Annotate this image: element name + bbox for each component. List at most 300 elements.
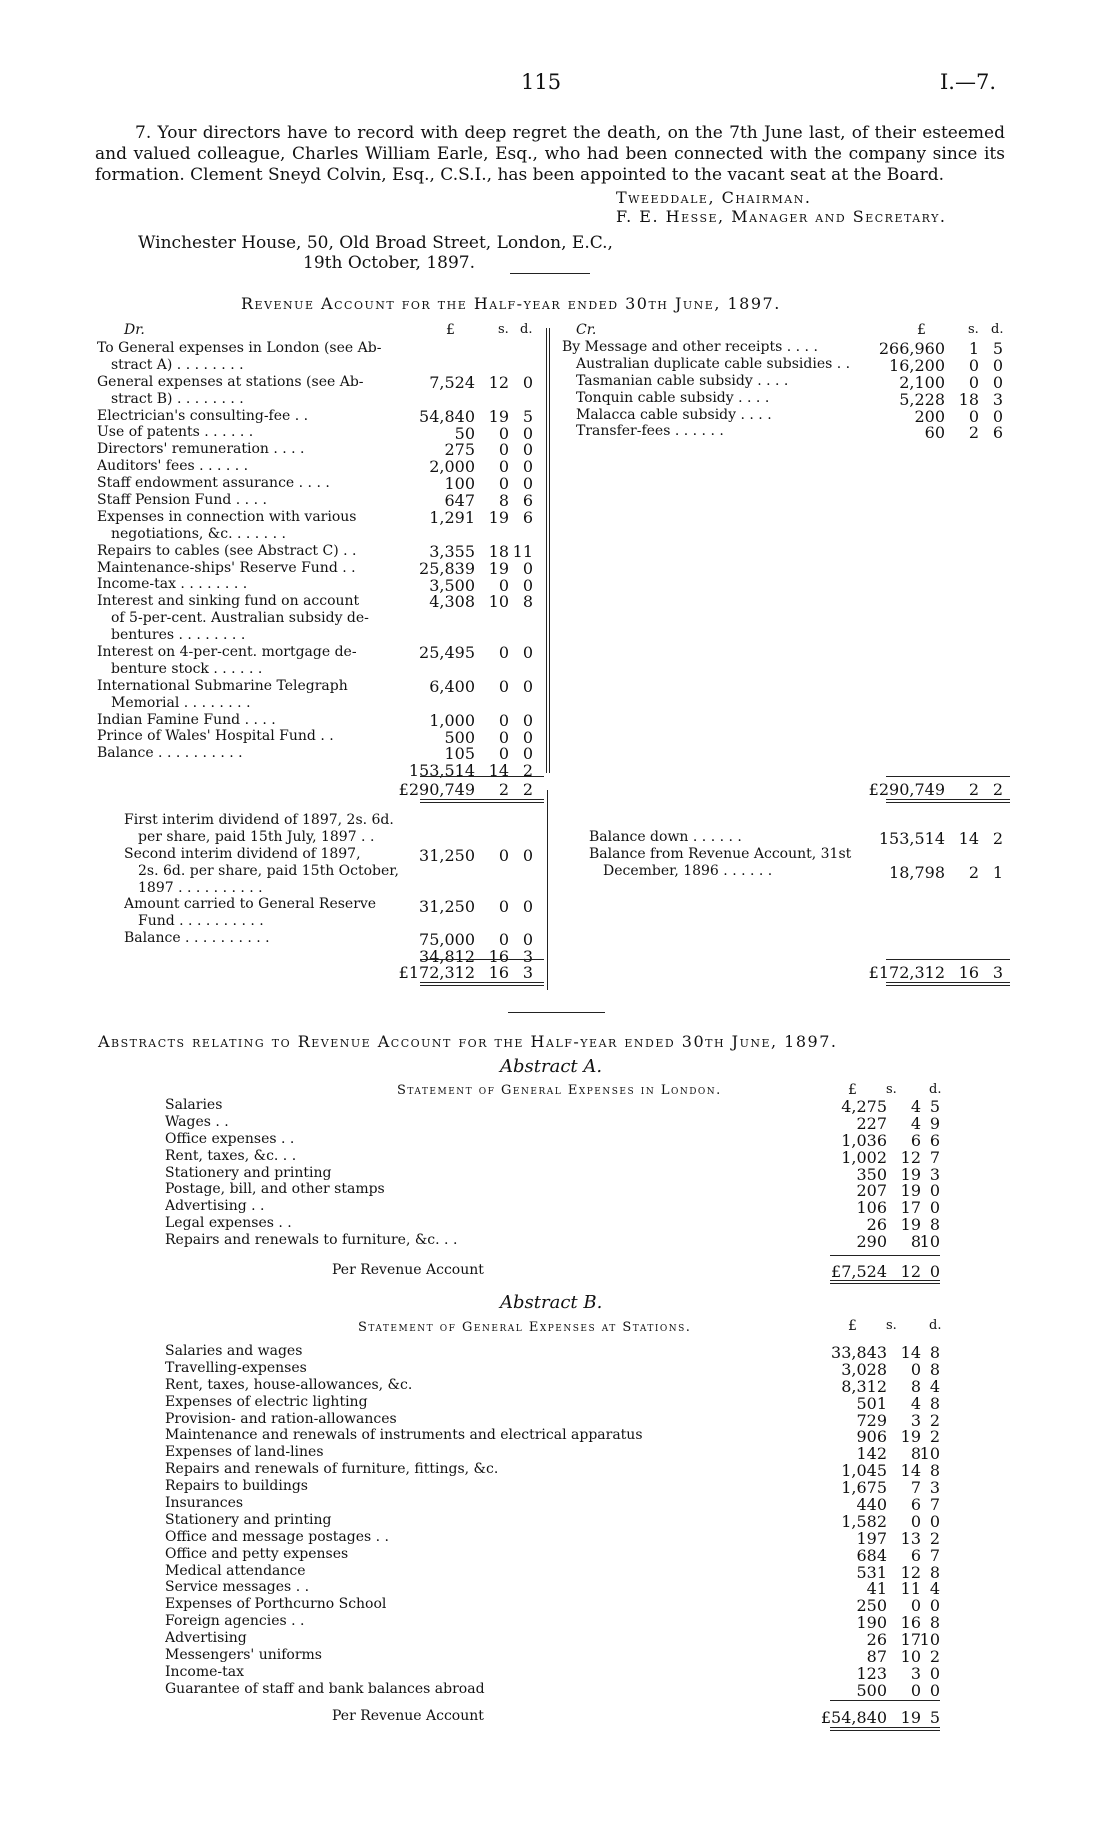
amount-shillings: 17	[900, 1198, 921, 1218]
amount-pounds: 5,228	[899, 389, 945, 409]
amount-shillings: 0	[968, 355, 979, 375]
amount-pence: 6	[522, 491, 533, 511]
amount-pounds: 684	[856, 1545, 887, 1565]
amount-pence: 6	[522, 508, 533, 528]
debit-line: of 5-per-cent. Australian subsidy de-	[111, 610, 369, 627]
amount-shillings: 18	[488, 541, 509, 561]
amount-pounds: 1,045	[841, 1461, 887, 1481]
amount-pence: 3	[929, 1164, 940, 1184]
amount-pounds: 4,308	[429, 592, 475, 612]
debit-total-2: £172,312 16 3	[398, 963, 533, 982]
abstract-a-line: Salaries	[165, 1097, 223, 1113]
amount-shillings: 0	[498, 423, 509, 443]
abstract-a-line: Rent, taxes, &c. . .	[165, 1147, 297, 1164]
debit-line: stract B) . . . . . . . .	[111, 390, 244, 407]
debit-line: Use of patents . . . . . .	[97, 424, 254, 441]
debit-line: Memorial . . . . . . . .	[111, 694, 251, 711]
amount-pence: 0	[522, 440, 533, 460]
credit-amount-row	[870, 390, 1015, 407]
cr-d-header: d.	[991, 322, 1004, 337]
amount-shillings: 19	[900, 1427, 921, 1447]
amount-shillings: 12	[900, 1562, 921, 1582]
debit-amount-row	[400, 373, 545, 390]
debit2-amount-row	[400, 913, 545, 930]
amount-pence: 0	[522, 676, 533, 696]
amount-shillings: 0	[910, 1359, 921, 1379]
abstract-b-line: Income-tax	[165, 1663, 244, 1680]
amount-pounds: 190	[856, 1613, 887, 1633]
amount-pounds: 153,514	[408, 761, 475, 781]
amount-shillings: 11	[900, 1579, 921, 1599]
debit-amount-row	[400, 592, 545, 612]
amount-pence: 0	[522, 896, 533, 916]
credit-amounts	[870, 339, 1015, 443]
amount-shillings: 0	[498, 845, 509, 865]
amount-pounds: 7,524	[429, 372, 475, 392]
abstract-b-total: £54,840 19 5	[820, 1708, 940, 1727]
amount-pence: 0	[929, 1181, 940, 1201]
abstract-b-line: Expenses of land-lines	[165, 1444, 324, 1461]
abstract-a-line: Postage, bill, and other stamps	[165, 1181, 385, 1198]
debit-line: Directors' remuneration . . . .	[97, 441, 305, 458]
amount-pence: 0	[522, 710, 533, 730]
amount-pounds: 31,250	[419, 896, 475, 916]
amount-pounds: 8,312	[841, 1376, 887, 1396]
debit-line: General expenses at stations (see Ab-	[97, 373, 364, 390]
debit2-line: Second interim dividend of 1897,	[124, 845, 361, 862]
amount-shillings: 19	[488, 508, 509, 528]
amount-shillings: 0	[910, 1596, 921, 1616]
debit-line: stract A) . . . . . . . .	[111, 356, 244, 373]
debit2-amount-row	[400, 846, 545, 863]
manager-signature: F. E. Hesse, Manager and Secretary.	[616, 207, 947, 226]
abstract-b-s-header: s.	[886, 1318, 897, 1333]
abstract-a-amount-row	[800, 1215, 950, 1235]
amount-pounds: 3,355	[429, 541, 475, 561]
debit-amount-row	[400, 609, 545, 626]
amount-shillings: 18	[958, 389, 979, 409]
abstract-b-line: Medical attendance	[165, 1562, 306, 1579]
amount-pounds: 60	[924, 423, 945, 443]
amount-shillings: 8	[910, 1232, 921, 1252]
amount-pence: 8	[522, 592, 533, 612]
amount-pounds: 16,200	[889, 355, 945, 375]
abstract-b-line: Guarantee of staff and bank balances abroad	[165, 1680, 485, 1697]
abstract-a-line: Wages . .	[165, 1113, 229, 1130]
amount-shillings: 0	[498, 474, 509, 494]
abstract-b-amount-row	[800, 1478, 950, 1498]
debit2-line: 2s. 6d. per share, paid 15th October,	[138, 862, 399, 879]
amount-shillings: 0	[498, 744, 509, 764]
amount-pence: 10	[919, 1630, 940, 1650]
credit-total-2: £172,312 16 3	[868, 963, 1003, 982]
debit-line: Income-tax . . . . . . . .	[97, 576, 248, 593]
amount-pounds: 200	[914, 406, 945, 426]
abstract-b-amount-row	[800, 1681, 950, 1698]
abstract-a-title: Abstract A.	[500, 1056, 603, 1077]
amount-pounds: 4,275	[841, 1097, 887, 1116]
debit-amount-row	[400, 525, 545, 542]
revenue-account-title: Revenue Account for the Half-year ended 30th June, 1897.	[241, 294, 781, 313]
amount-shillings: 3	[910, 1663, 921, 1683]
abstract-b-line: Repairs to buildings	[165, 1478, 308, 1495]
cr-pound-header: £	[917, 322, 926, 338]
amount-pounds: 18,798	[889, 862, 945, 882]
amount-shillings: 8	[910, 1376, 921, 1396]
chairman-signature: Tweeddale, Chairman.	[616, 188, 812, 207]
abstract-a-line: Advertising . .	[165, 1198, 265, 1215]
abstract-a-amount-row	[800, 1181, 950, 1201]
amount-pounds: 1,291	[429, 508, 475, 528]
debit2-amount-row	[400, 829, 545, 846]
debit2-amount-row	[400, 863, 545, 880]
amount-pence: 11	[512, 541, 533, 561]
abstract-b-amount-row	[800, 1343, 950, 1360]
abstract-b-amount-row	[800, 1495, 950, 1515]
debit-amount-row	[400, 711, 545, 728]
amount-shillings: 19	[488, 558, 509, 578]
debit-total-1: £290,749 2 2	[398, 780, 533, 799]
amount-shillings: 19	[900, 1181, 921, 1201]
abstract-b-amount-row	[800, 1529, 950, 1546]
amount-pence: 5	[929, 1097, 940, 1116]
amount-shillings: 12	[488, 372, 509, 392]
debit2-line: Fund . . . . . . . . . .	[138, 913, 264, 930]
amount-pounds: 106	[856, 1198, 887, 1218]
amount-pence: 7	[929, 1545, 940, 1565]
amount-pence: 3	[929, 1478, 940, 1498]
debit-amount-row	[400, 424, 545, 441]
amount-pence: 8	[929, 1613, 940, 1633]
amount-pence: 8	[929, 1393, 940, 1413]
amount-pounds: 25,839	[419, 558, 475, 578]
abstract-b-line: Insurances	[165, 1495, 244, 1512]
amount-pounds: 31,250	[419, 845, 475, 865]
abstract-a-line: Repairs and renewals to furniture, &c. . .	[165, 1232, 458, 1249]
amount-pounds: 6,400	[429, 676, 475, 696]
dr-s-header: s.	[498, 322, 509, 337]
abstract-a-amount-row	[800, 1198, 950, 1218]
amount-pounds: 105	[444, 744, 475, 764]
debit-line: Balance . . . . . . . . . .	[97, 745, 243, 762]
amount-pounds: 501	[856, 1393, 887, 1413]
amount-pence: 0	[929, 1663, 940, 1683]
amount-pence: 0	[522, 558, 533, 578]
amount-shillings: 17	[900, 1630, 921, 1650]
amount-pounds: 75,000	[419, 930, 475, 950]
amount-shillings: 0	[910, 1511, 921, 1531]
amount-shillings: 10	[488, 592, 509, 612]
credit2-line: Balance from Revenue Account, 31st	[589, 845, 852, 862]
dr-d-header: d.	[520, 322, 533, 337]
amount-pounds: 41	[866, 1579, 887, 1599]
amount-pounds: 3,500	[429, 575, 475, 595]
debit2-amounts	[400, 829, 545, 967]
debit-amount-row	[400, 542, 545, 559]
amount-pence: 2	[929, 1427, 940, 1447]
amount-shillings: 0	[498, 710, 509, 730]
abstract-b-line: Service messages . .	[165, 1579, 310, 1596]
amount-pounds: 54,840	[419, 406, 475, 426]
amount-shillings: 0	[498, 896, 509, 916]
amount-pounds: 531	[856, 1562, 887, 1582]
amount-pounds: 34,812	[419, 947, 475, 967]
amount-pounds: 2,100	[899, 372, 945, 392]
abstract-a-line: Stationery and printing	[165, 1164, 332, 1181]
amount-pounds: 87	[866, 1647, 887, 1667]
credit-amount-row	[870, 356, 1015, 373]
credit-items	[562, 339, 882, 440]
amount-pounds: 266,960	[878, 339, 945, 358]
amount-pounds: 123	[856, 1663, 887, 1683]
amount-shillings: 19	[900, 1215, 921, 1235]
amount-pence: 2	[992, 829, 1003, 848]
debit-amount-row	[400, 390, 545, 407]
debit-amount-row	[400, 576, 545, 593]
amount-pence: 4	[929, 1376, 940, 1396]
amount-shillings: 14	[900, 1343, 921, 1362]
abstract-a-total: £7,524 12 0	[831, 1262, 940, 1281]
credit-amount-row	[870, 373, 1015, 390]
abstract-b-line: Advertising	[165, 1630, 247, 1647]
amount-pence: 8	[929, 1343, 940, 1362]
amount-pence: 8	[929, 1562, 940, 1582]
abstract-b-line: Office and petty expenses	[165, 1545, 349, 1562]
amount-pence: 8	[929, 1461, 940, 1481]
amount-pence: 0	[522, 423, 533, 443]
abstract-b-line: Office and message postages . .	[165, 1528, 390, 1545]
amount-shillings: 16	[900, 1613, 921, 1633]
debit-amount-row	[400, 508, 545, 528]
amount-pence: 0	[522, 575, 533, 595]
amount-pounds: 33,843	[831, 1343, 887, 1362]
debit-amount-row	[400, 356, 545, 373]
abstract-b-title: Abstract B.	[500, 1292, 603, 1313]
amount-pence: 7	[929, 1495, 940, 1515]
amount-pence: 2	[522, 761, 533, 781]
abstract-b-line: Travelling-expenses	[165, 1359, 307, 1376]
credit-line: Australian duplicate cable subsidies . .	[576, 355, 851, 372]
amount-pence: 7	[929, 1147, 940, 1167]
abstract-b-line: Expenses of Porthcurno School	[165, 1596, 387, 1613]
debit-amount-row	[400, 474, 545, 494]
amount-pence: 10	[919, 1232, 940, 1252]
credit-line: By Message and other receipts . . . .	[562, 339, 818, 355]
amount-shillings: 8	[910, 1444, 921, 1464]
amount-shillings: 6	[910, 1495, 921, 1515]
abstract-a-d-header: d.	[929, 1082, 942, 1097]
debit-amount-row	[400, 440, 545, 460]
amount-pounds: 26	[866, 1215, 887, 1235]
amount-pence: 0	[522, 474, 533, 494]
debit-amount-row	[400, 694, 545, 711]
amount-shillings: 6	[910, 1130, 921, 1150]
abstract-a-amount-row	[800, 1232, 950, 1252]
credit-total-1: £290,749 2 2	[868, 780, 1003, 799]
debit-line: Expenses in connection with various	[97, 508, 357, 525]
section-number: I.—7.	[940, 70, 997, 94]
debit2-amount-row	[400, 897, 545, 914]
credit2-amount-row	[870, 846, 1015, 863]
debit2-line: Balance . . . . . . . . . .	[124, 930, 270, 947]
abstract-b-amount-row	[800, 1647, 950, 1667]
abstract-b-amount-row	[800, 1377, 950, 1394]
page-number: 115	[521, 70, 562, 94]
amount-pence: 0	[929, 1680, 940, 1700]
abstract-b-amount-row	[800, 1394, 950, 1411]
abstract-a-items	[165, 1097, 805, 1249]
amount-pounds: 1,000	[429, 710, 475, 730]
amount-pounds: 729	[856, 1410, 887, 1430]
abstract-b-amount-row	[800, 1664, 950, 1681]
amount-pence: 0	[992, 372, 1003, 392]
amount-pounds: 350	[856, 1164, 887, 1184]
debit-amount-row	[400, 407, 545, 424]
abstract-b-d-header: d.	[929, 1318, 942, 1333]
amount-shillings: 6	[910, 1545, 921, 1565]
debit2-line: First interim dividend of 1897, 2s. 6d.	[124, 812, 394, 828]
amount-pence: 0	[992, 355, 1003, 375]
amount-pounds: 50	[454, 423, 475, 443]
amount-pounds: 1,675	[841, 1478, 887, 1498]
abstract-a-amount-row	[800, 1114, 950, 1131]
amount-pounds: 25,495	[419, 643, 475, 663]
amount-pence: 9	[929, 1113, 940, 1133]
abstract-a-s-header: s.	[886, 1082, 897, 1097]
amount-pounds: 1,582	[841, 1511, 887, 1531]
abstract-a-total-label: Per Revenue Account	[332, 1262, 484, 1278]
amount-pounds: 1,036	[841, 1130, 887, 1150]
debit-line: Prince of Wales' Hospital Fund . .	[97, 728, 334, 745]
debit2-amount-row	[400, 880, 545, 897]
amount-pence: 0	[522, 372, 533, 392]
abstract-a-statement: Statement of General Expenses in London.	[397, 1083, 722, 1098]
debit-line: Electrician's consulting-fee . .	[97, 407, 309, 424]
abstract-b-line: Foreign agencies . .	[165, 1613, 305, 1630]
amount-pounds: 906	[856, 1427, 887, 1447]
amount-pence: 6	[929, 1130, 940, 1150]
amount-pence: 4	[929, 1579, 940, 1599]
amount-shillings: 0	[968, 406, 979, 426]
amount-shillings: 14	[958, 829, 979, 848]
abstract-a-amounts	[800, 1097, 950, 1252]
debit2-line: per share, paid 15th July, 1897 . .	[138, 828, 375, 845]
cr-s-header: s.	[968, 322, 979, 337]
debit2-amount-row	[400, 930, 545, 950]
amount-pence: 0	[522, 727, 533, 747]
debit-amount-row	[400, 643, 545, 663]
abstract-b-amount-row	[800, 1427, 950, 1447]
amount-pence: 5	[992, 339, 1003, 358]
abstract-b-line: Stationery and printing	[165, 1511, 332, 1528]
amount-pence: 10	[919, 1444, 940, 1464]
amount-pence: 0	[522, 930, 533, 950]
abstract-b-amount-row	[800, 1411, 950, 1428]
debit-line: Auditors' fees . . . . . .	[97, 458, 249, 475]
amount-pounds: 227	[856, 1113, 887, 1133]
abstract-b-pound-header: £	[848, 1318, 857, 1334]
abstract-a-line: Legal expenses . .	[165, 1215, 292, 1232]
amount-shillings: 0	[498, 440, 509, 460]
amount-shillings: 4	[910, 1393, 921, 1413]
amount-pounds: 2,000	[429, 457, 475, 477]
abstract-b-amount-row	[800, 1461, 950, 1481]
abstract-a-amount-row	[800, 1097, 950, 1114]
debit-amount-row	[400, 744, 545, 764]
amount-shillings: 13	[900, 1528, 921, 1548]
directors-paragraph: 7. Your directors have to record with deep regret the death, on the 7th June last, of their esteemed and valued colleague, Charles William Earle, Esq., who had been connected with the company since its formation. Clement Sneyd Colvin, Esq., C.S.I., has been appointed to the vacant seat at the Board.	[95, 123, 1005, 185]
debit-amount-row	[400, 491, 545, 511]
credit2-line: Balance down . . . . . .	[589, 829, 742, 845]
dr-label: Dr.	[124, 322, 145, 338]
amount-pence: 8	[929, 1359, 940, 1379]
amount-pounds: 26	[866, 1630, 887, 1650]
amount-shillings: 10	[900, 1647, 921, 1667]
abstract-b-items	[165, 1343, 805, 1698]
debit2-amount-row	[400, 947, 545, 967]
debit-line: Staff endowment assurance . . . .	[97, 475, 330, 492]
amount-pence: 0	[929, 1198, 940, 1218]
debit2-line: Amount carried to General Reserve	[124, 896, 377, 913]
credit-amount-row	[870, 407, 1015, 424]
debit-line: International Submarine Telegraph	[97, 677, 348, 694]
amount-shillings: 19	[900, 1164, 921, 1184]
amount-shillings: 19	[488, 406, 509, 426]
abstract-b-line: Maintenance and renewals of instruments and electrical apparatus	[165, 1427, 643, 1444]
abstract-b-line: Expenses of electric lighting	[165, 1393, 368, 1410]
amount-pounds: 500	[444, 727, 475, 747]
amount-pence: 0	[522, 744, 533, 764]
amount-shillings: 2	[968, 423, 979, 443]
amount-pounds: 647	[444, 491, 475, 511]
abstract-b-amount-row	[800, 1360, 950, 1377]
amount-pence: 5	[522, 406, 533, 426]
abstract-b-line: Salaries and wages	[165, 1343, 303, 1359]
amount-pence: 0	[522, 845, 533, 865]
abstract-b-amount-row	[800, 1596, 950, 1616]
debit-amount-row	[400, 626, 545, 643]
abstract-b-amount-row	[800, 1563, 950, 1580]
amount-pence: 0	[522, 643, 533, 663]
address-date: 19th October, 1897.	[303, 253, 476, 273]
credit2-line: December, 1896 . . . . . .	[603, 862, 773, 879]
amount-pence: 1	[992, 862, 1003, 882]
debit-amount-row	[400, 660, 545, 677]
amount-pounds: 250	[856, 1596, 887, 1616]
amount-pence: 0	[929, 1596, 940, 1616]
debit-line: negotiations, &c. . . . . . .	[111, 525, 286, 542]
dr-pound-header: £	[446, 322, 455, 338]
amount-pounds: 142	[856, 1444, 887, 1464]
amount-pence: 8	[929, 1215, 940, 1235]
amount-pounds: 1,002	[841, 1147, 887, 1167]
amount-shillings: 4	[910, 1097, 921, 1116]
cr-label: Cr.	[576, 322, 597, 338]
amount-shillings: 0	[968, 372, 979, 392]
abstract-b-amount-row	[800, 1579, 950, 1599]
credit-line: Tasmanian cable subsidy . . . .	[576, 372, 789, 389]
credit-amount-row	[870, 339, 1015, 356]
amount-shillings: 14	[900, 1461, 921, 1481]
credit-line: Malacca cable subsidy . . . .	[576, 406, 772, 423]
amount-pounds: 3,028	[841, 1359, 887, 1379]
debit-amount-row	[400, 457, 545, 477]
amount-shillings: 0	[498, 727, 509, 747]
amount-pence: 2	[929, 1528, 940, 1548]
amount-shillings: 0	[498, 676, 509, 696]
address-line: Winchester House, 50, Old Broad Street, London, E.C.,	[138, 233, 613, 253]
debit-amount-row	[400, 728, 545, 745]
